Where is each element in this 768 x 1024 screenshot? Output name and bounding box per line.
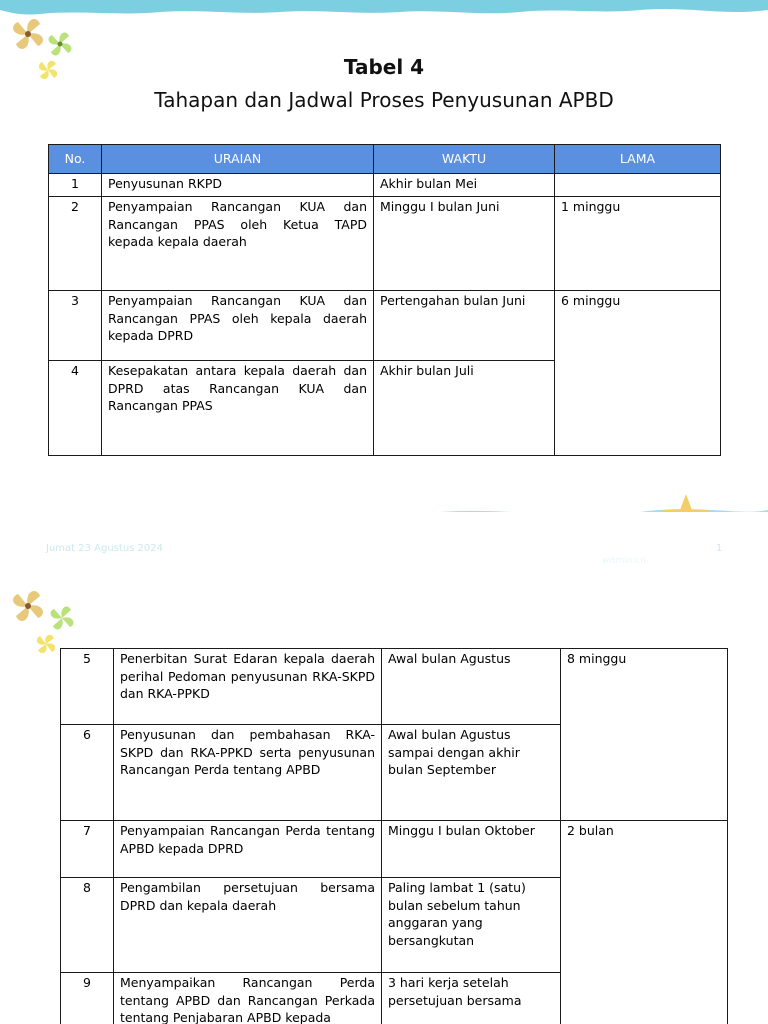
row-waktu: Minggu I bulan Juni [374, 197, 555, 291]
row-no: 4 [49, 361, 102, 456]
table-row [49, 197, 721, 291]
row-lama: 1 minggu [555, 197, 721, 291]
table-row [49, 174, 721, 197]
table-header-row [49, 145, 721, 174]
top-wave-decoration [0, 0, 768, 22]
row-no: 7 [61, 821, 114, 878]
footer-date: Jumat 23 Agustus 2024 [46, 543, 163, 554]
table-row [49, 291, 721, 361]
row-waktu: 3 hari kerja setelah persetujuan bersama [382, 973, 561, 1024]
row-waktu: Awal bulan Agustus [382, 649, 561, 725]
row-uraian: Menyampaikan Rancangan Perda tentang APBD dan Rancangan Perkada tentang Penjabaran APBD kepada [114, 973, 382, 1024]
row-uraian: Penyampaian Rancangan KUA dan Rancangan PPAS oleh Ketua TAPD kepada kepala daerah [102, 197, 374, 291]
table-subtitle: Tahapan dan Jadwal Proses Penyusunan APBD [154, 88, 614, 112]
row-no: 2 [49, 197, 102, 291]
row-waktu: Akhir bulan Mei [374, 174, 555, 197]
row-no: 8 [61, 878, 114, 973]
row-no: 1 [49, 174, 102, 197]
row-waktu: Awal bulan Agustus sampai dengan akhir bulan September [382, 725, 561, 821]
row-no: 5 [61, 649, 114, 725]
header-uraian: URAIAN [102, 145, 374, 174]
row-waktu: Minggu I bulan Oktober [382, 821, 561, 878]
row-uraian: Penyampaian Rancangan Perda tentang APBD kepada DPRD [114, 821, 382, 878]
table-title: Tabel 4 [343, 55, 425, 79]
row-lama [555, 174, 721, 197]
table-row [61, 649, 728, 725]
bottom-wave-decoration [0, 486, 768, 512]
row-no: 3 [49, 291, 102, 361]
footer-brand: witmin.cn [602, 556, 646, 566]
row-uraian: Penyampaian Rancangan KUA dan Rancangan PPAS oleh kepala daerah kepada DPRD [102, 291, 374, 361]
row-uraian: Penyusunan dan pembahasan RKA-SKPD dan RKA-PPKD serta penyusunan Rancangan Perda tentang APBD [114, 725, 382, 821]
row-lama: 6 minggu [555, 291, 721, 456]
row-uraian: Kesepakatan antara kepala daerah dan DPRD atas Rancangan KUA dan Rancangan PPAS [102, 361, 374, 456]
row-lama: 2 bulan [561, 821, 728, 1024]
row-waktu: Paling lambat 1 (satu) bulan sebelum tahun anggaran yang bersangkutan [382, 878, 561, 973]
row-uraian: Penerbitan Surat Edaran kepala daerah perihal Pedoman penyusunan RKA-SKPD dan RKA-PPKD [114, 649, 382, 725]
row-waktu: Akhir bulan Juli [374, 361, 555, 456]
row-no: 6 [61, 725, 114, 821]
row-waktu: Pertengahan bulan Juni [374, 291, 555, 361]
header-no: No. [49, 145, 102, 174]
header-lama: LAMA [555, 145, 721, 174]
schedule-table-part-2 [60, 648, 728, 1024]
schedule-table-part-1 [48, 144, 721, 456]
slide-2 [0, 512, 768, 1024]
row-lama: 8 minggu [561, 649, 728, 821]
row-uraian: Penyusunan RKPD [102, 174, 374, 197]
footer-page-number: 1 [716, 543, 723, 554]
row-no: 9 [61, 973, 114, 1024]
header-waktu: WAKTU [374, 145, 555, 174]
table-row [61, 821, 728, 878]
row-uraian: Pengambilan persetujuan bersama DPRD dan kepala daerah [114, 878, 382, 973]
